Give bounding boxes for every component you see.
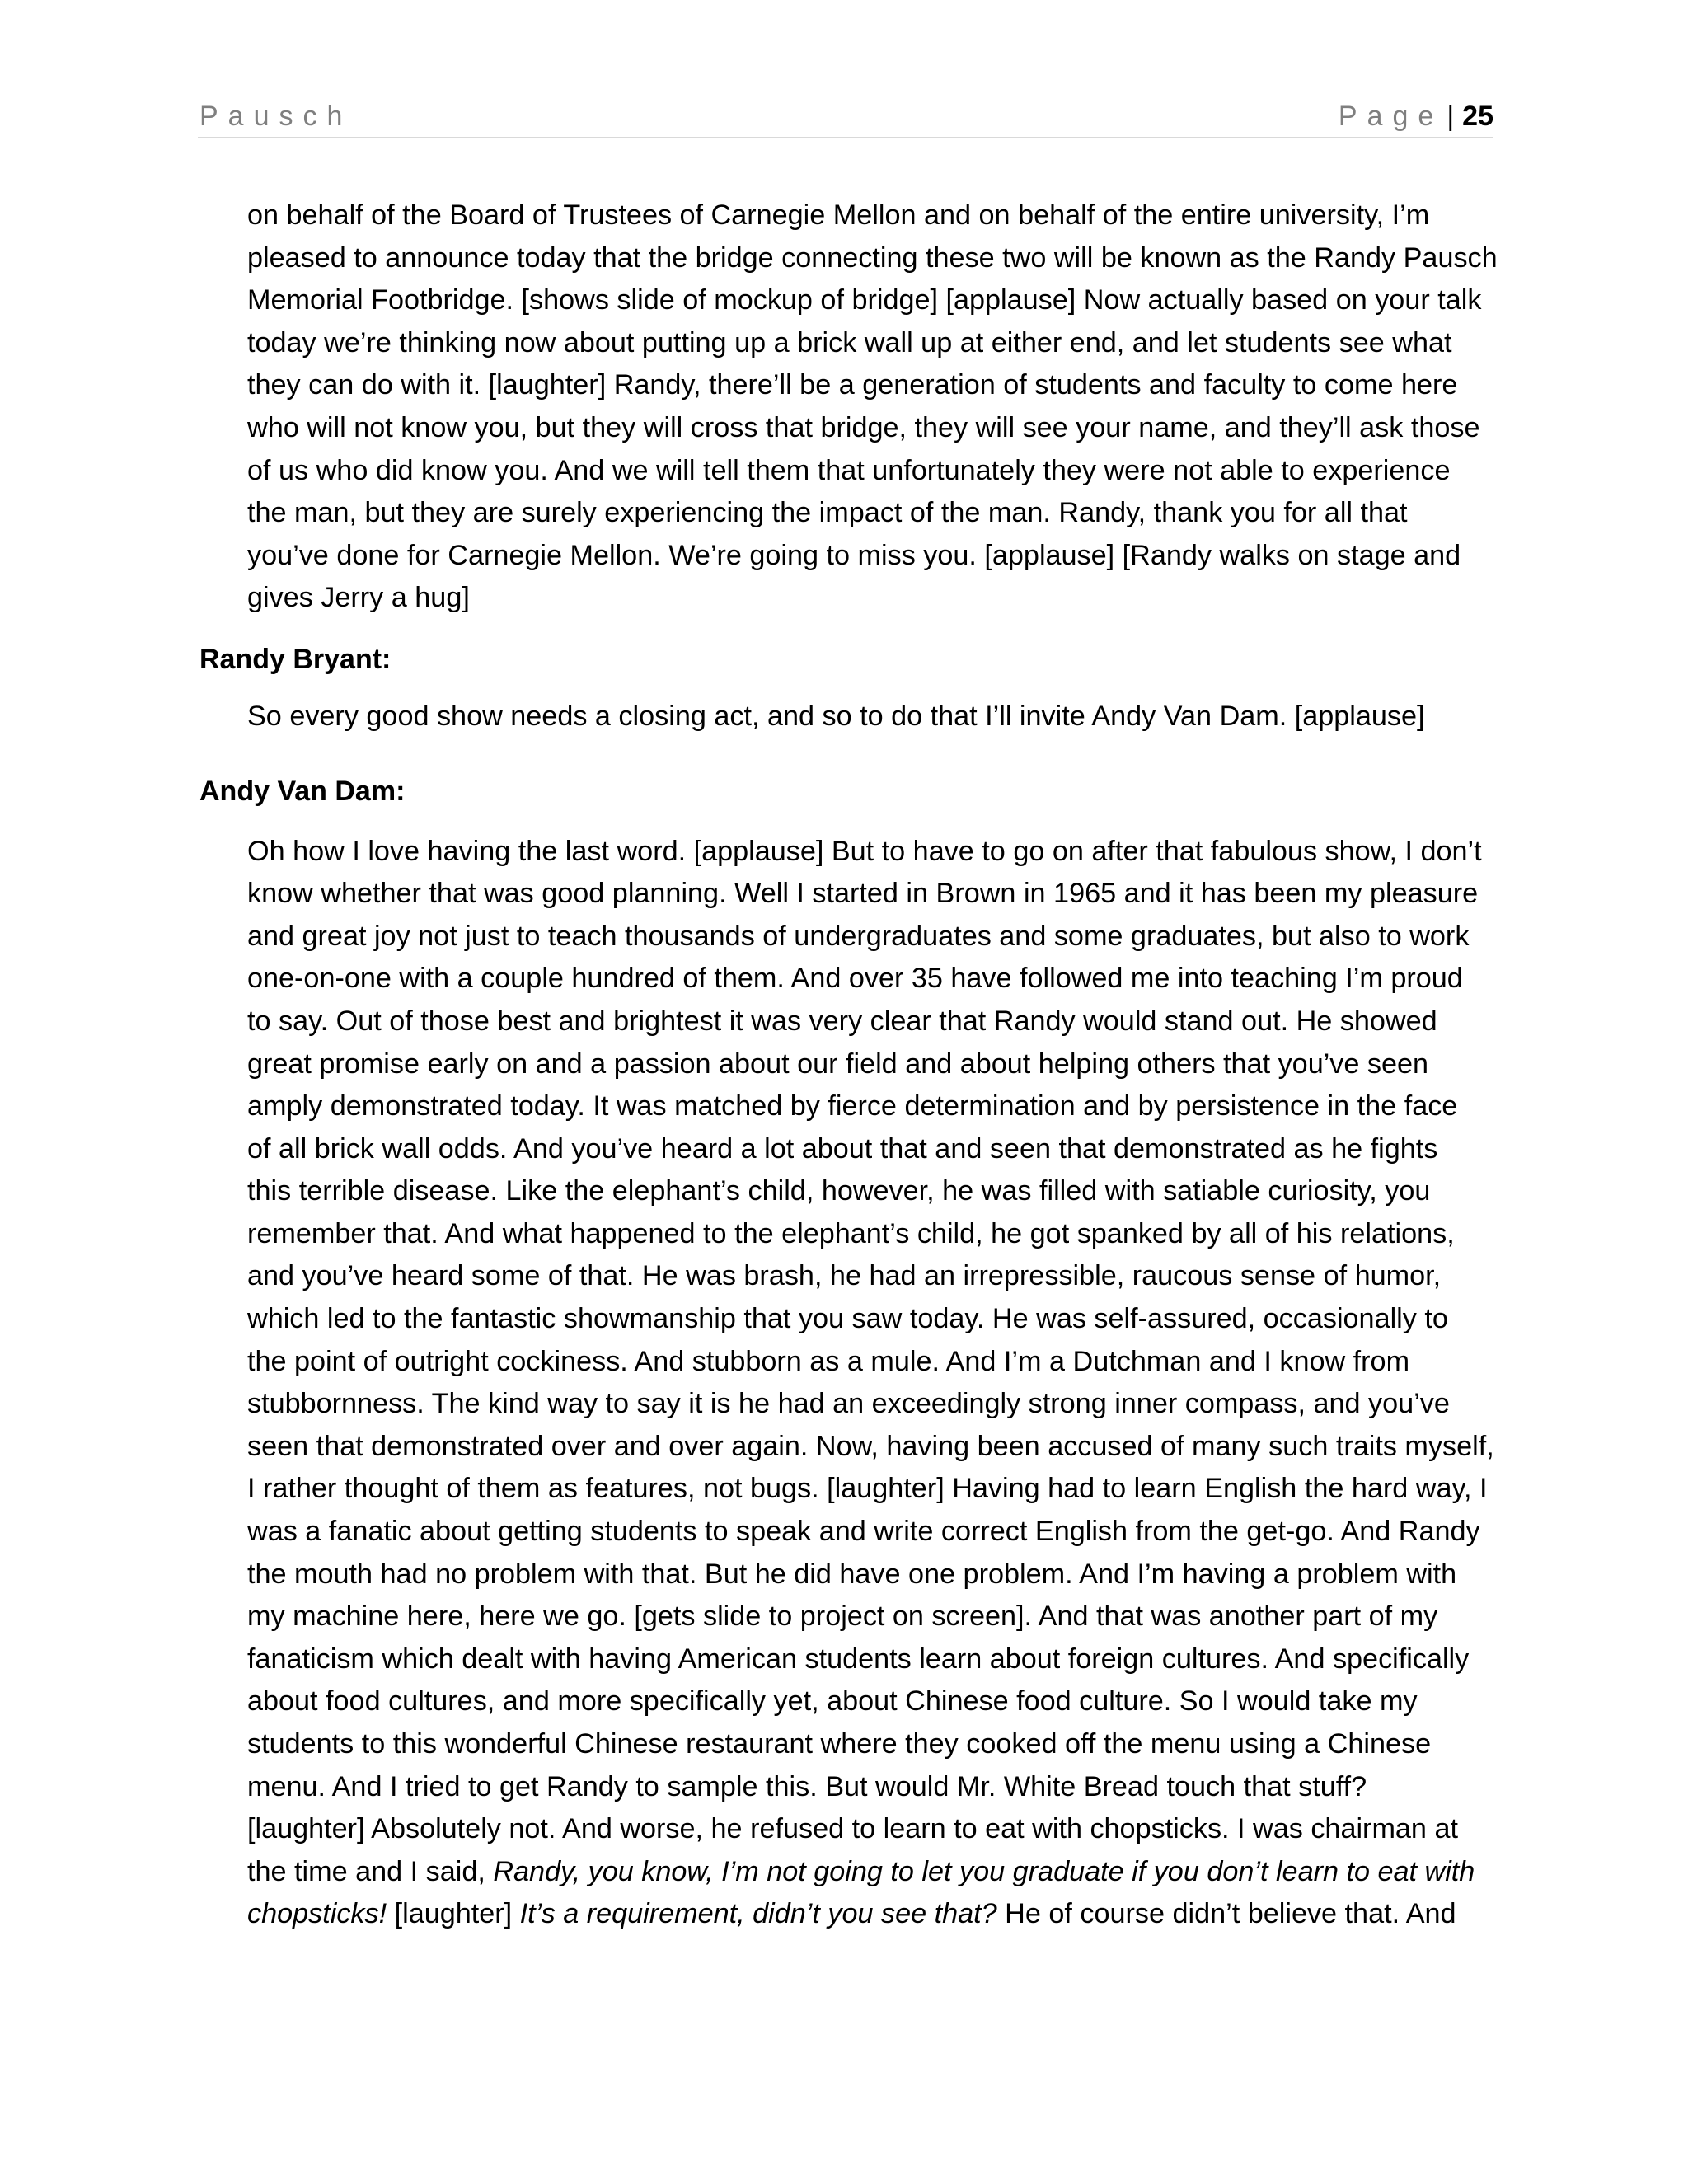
paragraph-randy-bryant bbox=[198, 696, 1500, 738]
text-line: of us who did know you. And we will tell them that unfortunately they were not able to experience bbox=[247, 454, 1451, 486]
quoted-speech: chopsticks! bbox=[247, 1898, 387, 1930]
text-line: seen that demonstrated over and over again. Now, having been accused of many such traits myself, bbox=[247, 1430, 1494, 1462]
text-line: the point of outright cockiness. And stubborn as a mule. And I’m a Dutchman and I know from bbox=[247, 1345, 1410, 1377]
text-line: my machine here, here we go. [gets slide to project on screen]. And that was another part of my bbox=[247, 1601, 1438, 1633]
header-page-number: 25 bbox=[1462, 101, 1493, 132]
text-line: and you’ve heard some of that. He was brash, he had an irrepressible, raucous sense of humor, bbox=[247, 1260, 1442, 1292]
text-line: one-on-one with a couple hundred of them. And over 35 have followed me into teaching I’m proud bbox=[247, 963, 1463, 995]
text-line: this terrible disease. Like the elephant’s child, however, he was filled with satiable curiosity, you bbox=[247, 1175, 1431, 1207]
text-line: on behalf of the Board of Trustees of Carnegie Mellon and on behalf of the entire university, I’m bbox=[247, 199, 1430, 231]
header-author: Pausch bbox=[199, 101, 353, 132]
text-line: students to this wonderful Chinese restaurant where they cooked off the menu using a Chinese bbox=[247, 1728, 1432, 1760]
document-body bbox=[198, 194, 1500, 1936]
text-line: I rather thought of them as features, not bugs. [laughter] Having had to learn English the hard way, I bbox=[247, 1473, 1488, 1505]
text-line: pleased to announce today that the bridge connecting these two will be known as the Randy Pausch bbox=[247, 241, 1498, 274]
text-line: know whether that was good planning. Well I started in Brown in 1965 and it has been my pleasure bbox=[247, 878, 1479, 910]
text-line: and great joy not just to teach thousands of undergraduates and some graduates, but also to work bbox=[247, 920, 1470, 952]
paragraph-andy-van-dam bbox=[198, 831, 1500, 1936]
text-line-mixed bbox=[247, 1893, 1500, 1936]
text-line: you’ve done for Carnegie Mellon. We’re going to miss you. [applause] [Randy walks on stage and bbox=[247, 539, 1461, 571]
page-header bbox=[198, 97, 1493, 138]
text-line: who will not know you, but they will cross that bridge, they will see your name, and they’ll ask those bbox=[247, 411, 1480, 443]
text-line-mixed bbox=[247, 1851, 1500, 1894]
text-line: gives Jerry a hug] bbox=[247, 582, 470, 614]
text-line: of all brick wall odds. And you’ve heard a lot about that and seen that demonstrated as he fights bbox=[247, 1132, 1438, 1165]
header-page-indicator bbox=[1339, 101, 1493, 133]
text-line: [laughter] Absolutely not. And worse, he refused to learn to eat with chopsticks. I was chairman at bbox=[247, 1813, 1458, 1845]
text-line: about food cultures, and more specifically yet, about Chinese food culture. So I would take my bbox=[247, 1685, 1418, 1718]
speaker-name-randy-bryant: Randy Bryant: bbox=[199, 643, 392, 675]
text-line: stubbornness. The kind way to say it is he had an exceedingly strong inner compass, and you’ve bbox=[247, 1388, 1450, 1420]
quoted-speech: It’s a requirement, didn’t you see that? bbox=[519, 1898, 997, 1930]
text-run: [laughter] bbox=[387, 1898, 520, 1930]
text-line: So every good show needs a closing act, and so to do that I’ll invite Andy Van Dam. [applause] bbox=[247, 700, 1425, 732]
text-line: they can do with it. [laughter] Randy, there’ll be a generation of students and faculty to come here bbox=[247, 369, 1458, 401]
text-line: great promise early on and a passion about our field and about helping others that you’ve seen bbox=[247, 1047, 1429, 1080]
text-line: the mouth had no problem with that. But he did have one problem. And I’m having a problem with bbox=[247, 1558, 1457, 1590]
quoted-speech: Randy, you know, I’m not going to let you graduate if you don’t learn to eat with bbox=[493, 1855, 1475, 1887]
text-line: Oh how I love having the last word. [applause] But to have to go on after that fabulous show, I don’t bbox=[247, 835, 1482, 867]
text-line: Memorial Footbridge. [shows slide of mockup of bridge] [applause] Now actually based on your talk bbox=[247, 284, 1482, 316]
paragraph-continued bbox=[198, 194, 1500, 620]
text-line: the man, but they are surely experiencing the impact of the man. Randy, thank you for all that bbox=[247, 497, 1408, 529]
text-line: to say. Out of those best and brightest it was very clear that Randy would stand out. He showed bbox=[247, 1005, 1437, 1037]
header-page-label: Page bbox=[1338, 101, 1444, 132]
text-line: which led to the fantastic showmanship that you saw today. He was self-assured, occasionally to bbox=[247, 1303, 1448, 1335]
text-line: today we’re thinking now about putting up a brick wall up at either end, and let students see what bbox=[247, 326, 1452, 359]
text-line: amply demonstrated today. It was matched by fierce determination and by persistence in the face bbox=[247, 1090, 1458, 1122]
text-run: He of course didn’t believe that. And bbox=[996, 1898, 1456, 1930]
text-line: menu. And I tried to get Randy to sample this. But would Mr. White Bread touch that stuff? bbox=[247, 1770, 1367, 1802]
speaker-name-andy-van-dam: Andy Van Dam: bbox=[199, 775, 406, 807]
text-line: fanaticism which dealt with having American students learn about foreign cultures. And specifically bbox=[247, 1643, 1470, 1675]
text-line: remember that. And what happened to the elephant’s child, he got spanked by all of his relations, bbox=[247, 1217, 1455, 1249]
text-line: was a fanatic about getting students to speak and write correct English from the get-go. And Randy bbox=[247, 1516, 1480, 1548]
header-separator: | bbox=[1447, 101, 1455, 132]
text-run: the time and I said, bbox=[247, 1855, 494, 1887]
